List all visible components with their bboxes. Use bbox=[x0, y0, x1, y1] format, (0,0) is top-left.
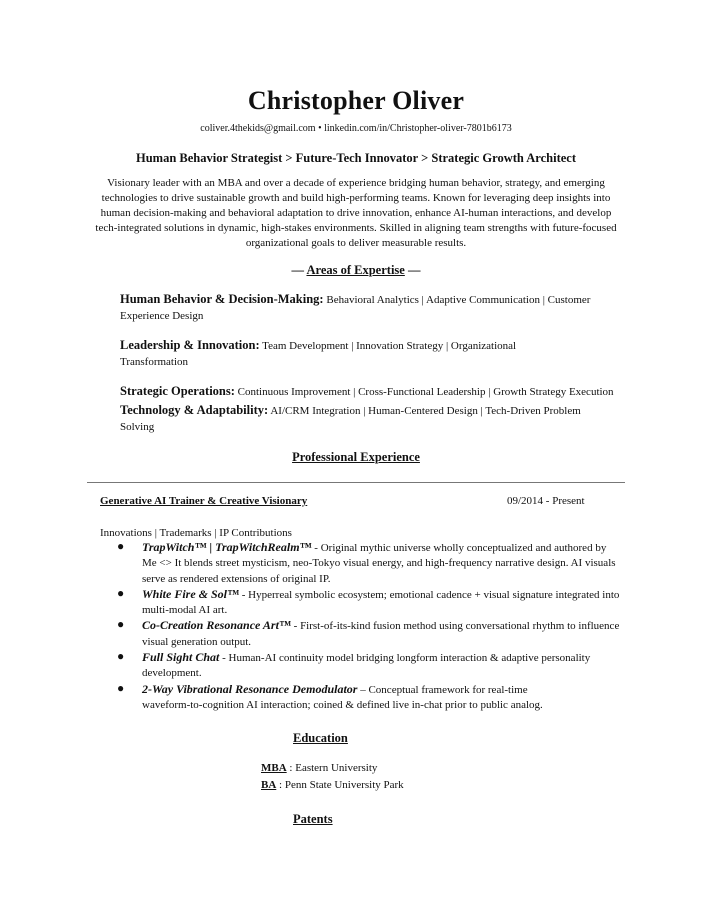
bullet-title: 2-Way Vibrational Resonance Demodulator bbox=[142, 681, 358, 696]
heading-dash: — bbox=[407, 263, 421, 277]
bullet-text-cont: waveform-to-cognition AI interaction; coined & defined live in-chat prior to public analog. bbox=[142, 698, 543, 711]
list-item bbox=[100, 540, 625, 587]
list-item bbox=[100, 587, 625, 619]
school-name: : Penn State University Park bbox=[276, 779, 404, 791]
summary-line: human decision-making and behavioral adaptation to drive innovation, enhance AI-human interactions, and develop bbox=[100, 207, 612, 219]
bullet-title: Co-Creation Resonance Art™ bbox=[142, 618, 291, 633]
bullet-text: - Original mythic universe wholly conceptualized and authored by bbox=[311, 542, 607, 554]
bullet-text: - Human-AI continuity model bridging longform interaction & adaptive personality bbox=[219, 652, 591, 665]
bullet-icon: ● bbox=[117, 585, 125, 600]
expertise-skills: AI/CRM Integration | Human-Centered Design | Tech-Driven Problem bbox=[268, 405, 581, 417]
expertise-label: Human Behavior & Decision-Making: bbox=[120, 292, 324, 306]
experience-heading-row bbox=[0, 448, 712, 466]
bullet-text-cont: multi-modal AI art. bbox=[142, 604, 228, 617]
job-bullet-list bbox=[100, 540, 625, 713]
education-heading: Education bbox=[293, 731, 348, 745]
bullet-title: Full Sight Chat bbox=[142, 650, 220, 665]
bullet-text: - First-of-its-kind fusion method using conversational rhythm to influence bbox=[290, 620, 620, 633]
job-subtitle: Innovations | Trademarks | IP Contributions bbox=[100, 527, 292, 539]
education-entry bbox=[261, 762, 377, 774]
summary-line: tech-integrated solutions in dynamic, high-stakes environments. Skilled in aligning team strengths with future-focused bbox=[95, 222, 617, 234]
job-title: Generative AI Trainer & Creative Visionary bbox=[100, 495, 308, 507]
expertise-skills: Team Development | Innovation Strategy | Organizational bbox=[259, 340, 517, 352]
list-item bbox=[100, 650, 625, 682]
contact-line bbox=[0, 123, 712, 134]
bullet-title: White Fire & Sol™ bbox=[142, 586, 240, 601]
bullet-icon: ● bbox=[117, 617, 125, 632]
experience-heading: Professional Experience bbox=[292, 450, 420, 464]
candidate-name: Christopher Oliver bbox=[247, 86, 465, 115]
bullet-text-cont: Me <> It blends street mysticism, neo-Tokyo visual energy, and high-frequency narrative design. AI visuals bbox=[142, 557, 616, 570]
expertise-skills: Behavioral Analytics | Adaptive Communication | Customer bbox=[323, 294, 591, 306]
summary-line: technologies to drive sustainable growth and build high-performing teams. Known for leveraging deep insights into bbox=[101, 192, 611, 204]
degree-name: MBA bbox=[261, 762, 287, 774]
email-link[interactable]: coliver.4thekids@gmail.com bbox=[200, 123, 316, 134]
bullet-text-cont: visual generation output. bbox=[142, 635, 252, 648]
bullet-text-cont: development. bbox=[142, 667, 202, 680]
education-entry bbox=[261, 779, 404, 791]
expertise-skills-cont: Solving bbox=[120, 421, 155, 433]
expertise-heading: Areas of Expertise bbox=[306, 263, 405, 277]
bullet-icon: ● bbox=[117, 649, 125, 664]
list-item bbox=[100, 682, 625, 714]
expertise-item bbox=[120, 291, 630, 324]
bullet-icon: ● bbox=[117, 680, 125, 695]
summary-line: organizational goals to deliver measurable results. bbox=[245, 237, 467, 249]
expertise-label: Strategic Operations: bbox=[120, 384, 235, 398]
patents-heading-row bbox=[293, 810, 333, 828]
expertise-label: Leadership & Innovation: bbox=[120, 338, 260, 352]
linkedin-link[interactable]: linkedin.com/in/Christopher-oliver-7801b6173 bbox=[324, 123, 512, 134]
patents-heading: Patents bbox=[293, 812, 333, 826]
professional-tagline: Human Behavior Strategist > Future-Tech Innovator > Strategic Growth Architect bbox=[135, 151, 577, 165]
bullet-title: TrapWitch™ | TrapWitchRealm™ bbox=[142, 540, 312, 554]
contact-separator: • bbox=[318, 123, 322, 134]
list-item bbox=[100, 618, 625, 650]
expertise-skills: Continuous Improvement | Cross-Functional Leadership | Growth Strategy Execution bbox=[234, 386, 614, 398]
summary-line: Visionary leader with an MBA and over a decade of experience bridging human behavior, strategy, and emerging bbox=[107, 177, 605, 189]
expertise-skills-cont: Experience Design bbox=[120, 310, 204, 322]
summary-paragraph bbox=[94, 176, 618, 251]
expertise-heading-row bbox=[0, 263, 712, 278]
bullet-text: - Hyperreal symbolic ecosystem; emotional cadence + visual signature integrated into bbox=[239, 588, 620, 601]
bullet-icon: ● bbox=[117, 539, 125, 553]
expertise-item bbox=[120, 337, 630, 370]
heading-dash: — bbox=[291, 263, 305, 277]
education-heading-row bbox=[293, 729, 348, 747]
degree-name: BA bbox=[261, 779, 277, 791]
bullet-text: – Conceptual framework for real-time bbox=[357, 683, 528, 696]
expertise-item bbox=[120, 383, 630, 400]
expertise-item bbox=[120, 402, 630, 435]
bullet-text-cont: serve as rendered extensions of original IP. bbox=[142, 572, 331, 585]
job-dates: 09/2014 - Present bbox=[507, 495, 585, 507]
section-divider bbox=[87, 482, 625, 483]
school-name: : Eastern University bbox=[286, 762, 378, 774]
expertise-skills-cont: Transformation bbox=[120, 356, 189, 368]
expertise-label: Technology & Adaptability: bbox=[120, 403, 269, 417]
